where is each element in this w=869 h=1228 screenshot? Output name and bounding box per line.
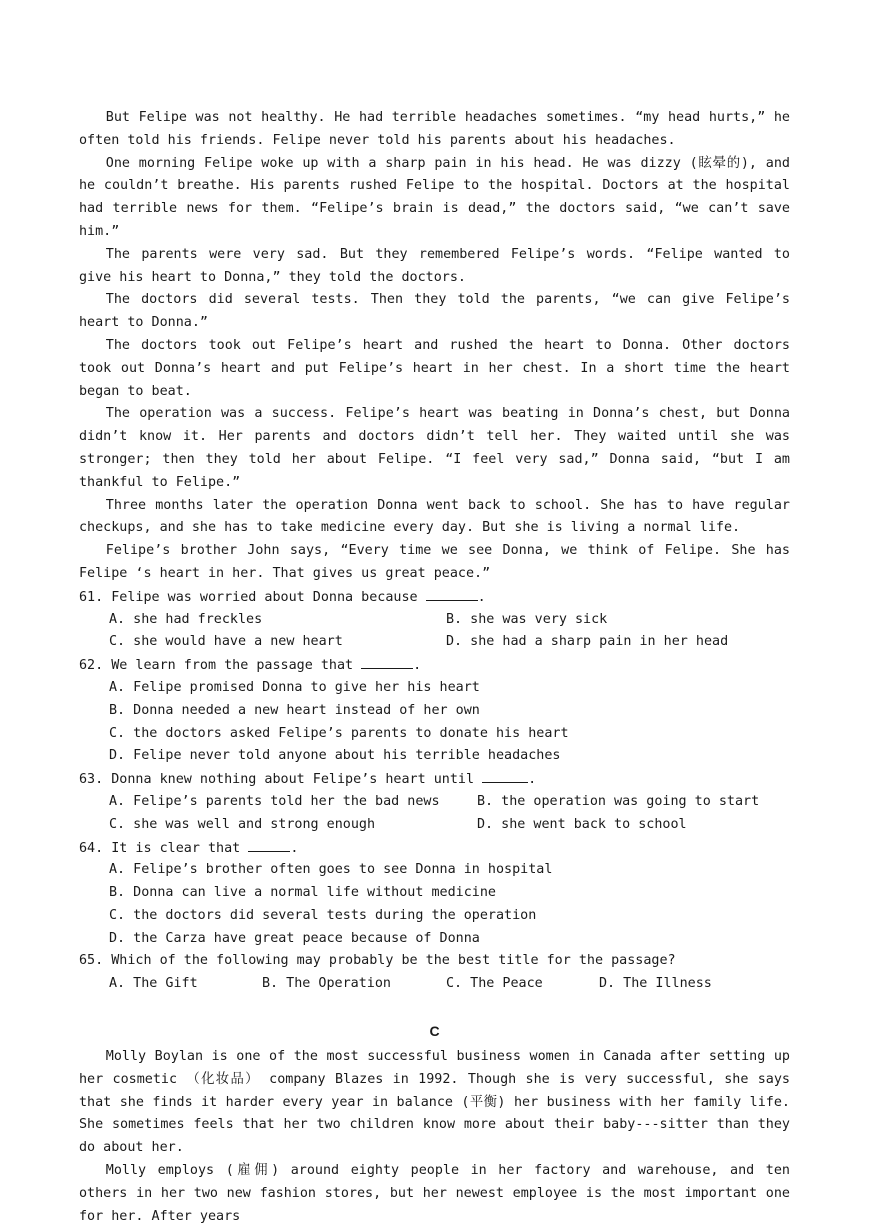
paragraph: Molly Boylan is one of the most successful business women in Canada after setting up her cosmetic （化妆品） company Blazes in 1992. Though she is very successful, she says that she finds it harder every year in balance (平衡) her business with her family life. She sometimes feels that her two children know more about their baby---sitter than they do about her.	[79, 1049, 790, 1156]
option-c: C. the doctors did several tests during the operation	[109, 907, 537, 923]
question-63	[79, 768, 790, 836]
question-stem: 61. Felipe was worried about Donna because .	[79, 586, 790, 609]
option-b: B. she was very sick	[446, 611, 608, 627]
answer-blank	[361, 654, 413, 669]
answer-blank	[482, 768, 528, 783]
passage-b	[79, 107, 790, 586]
paragraph: But Felipe was not healthy. He had terrible headaches sometimes. “my head hurts,” he often told his friends. Felipe never told his parents about his headaches.	[79, 110, 790, 148]
question-61	[79, 586, 790, 654]
option-c: C. she was well and strong enough	[109, 816, 376, 832]
option-b: B. Donna can live a normal life without medicine	[109, 885, 496, 901]
option-d: D. she had a sharp pain in her head	[446, 634, 729, 650]
option-a: A. Felipe’s parents told her the bad news	[109, 793, 440, 809]
option-d: D. she went back to school	[477, 816, 687, 832]
question-stem: 65. Which of the following may probably be the best title for the passage?	[79, 953, 676, 969]
paragraph: The operation was a success. Felipe’s heart was beating in Donna’s chest, but Donna didn’t know it. Her parents and doctors didn’t tell her. They waited until she was stronger; then they told her about Felipe. “I feel very sad,” Donna said, “but I am thankful to Felipe.”	[79, 406, 790, 490]
question-62	[79, 654, 790, 768]
question-64	[79, 837, 790, 951]
passage-c	[79, 1046, 790, 1228]
paragraph: The doctors did several tests. Then they told the parents, “we can give Felipe’s heart to Donna.”	[79, 292, 790, 331]
option-a: A. The Gift	[109, 976, 198, 992]
question-stem: 64. It is clear that .	[79, 837, 790, 860]
option-b: B. the operation was going to start	[477, 793, 760, 809]
option-c: C. the doctors asked Felipe’s parents to donate his heart	[109, 725, 569, 741]
option-d: D. the Carza have great peace because of Donna	[109, 930, 480, 946]
question-stem: 63. Donna knew nothing about Felipe’s heart until .	[79, 768, 790, 791]
option-d: D. The Illness	[599, 976, 712, 992]
paragraph: The doctors took out Felipe’s heart and rushed the heart to Donna. Other doctors took out Donna’s heart and put Felipe’s heart in her chest. In a short time the heart began to beat.	[79, 337, 790, 399]
option-c: C. she would have a new heart	[109, 634, 343, 650]
question-stem: 62. We learn from the passage that .	[79, 654, 790, 677]
paragraph: The parents were very sad. But they remembered Felipe’s words. “Felipe wanted to give his heart to Donna,” they told the doctors.	[79, 246, 790, 285]
option-d: D. Felipe never told anyone about his terrible headaches	[109, 748, 561, 764]
answer-blank	[426, 586, 478, 601]
paragraph: Three months later the operation Donna went back to school. She has to have regular checkups, and she has to take medicine every day. But she is living a normal life.	[79, 497, 790, 536]
paragraph: Felipe’s brother John says, “Every time we see Donna, we think of Felipe. She has Felipe ‘s heart in her. That gives us great peace.”	[79, 543, 790, 581]
page-content	[79, 107, 790, 1228]
option-a: A. Felipe promised Donna to give her his heart	[109, 679, 480, 695]
option-b: B. Donna needed a new heart instead of her own	[109, 702, 480, 718]
option-c: C. The Peace	[446, 976, 543, 992]
paragraph: Molly employs (雇佣) around eighty people in her factory and warehouse, and ten others in her two new fashion stores, but her newest employee is the most important one for her. After years	[79, 1163, 790, 1224]
paragraph: One morning Felipe woke up with a sharp pain in his head. He was dizzy (眩晕的), and he couldn’t breathe. His parents rushed Felipe to the hospital. Doctors at the hospital had terrible news for them. “Felipe’s brain is dead,” the doctors said, “we can’t save him.”	[79, 155, 790, 239]
option-b: B. The Operation	[262, 976, 391, 992]
section-heading: C	[429, 1023, 440, 1040]
answer-blank	[248, 837, 290, 852]
option-a: A. Felipe’s brother often goes to see Donna in hospital	[109, 862, 553, 878]
question-65	[79, 950, 790, 996]
option-a: A. she had freckles	[109, 611, 263, 627]
